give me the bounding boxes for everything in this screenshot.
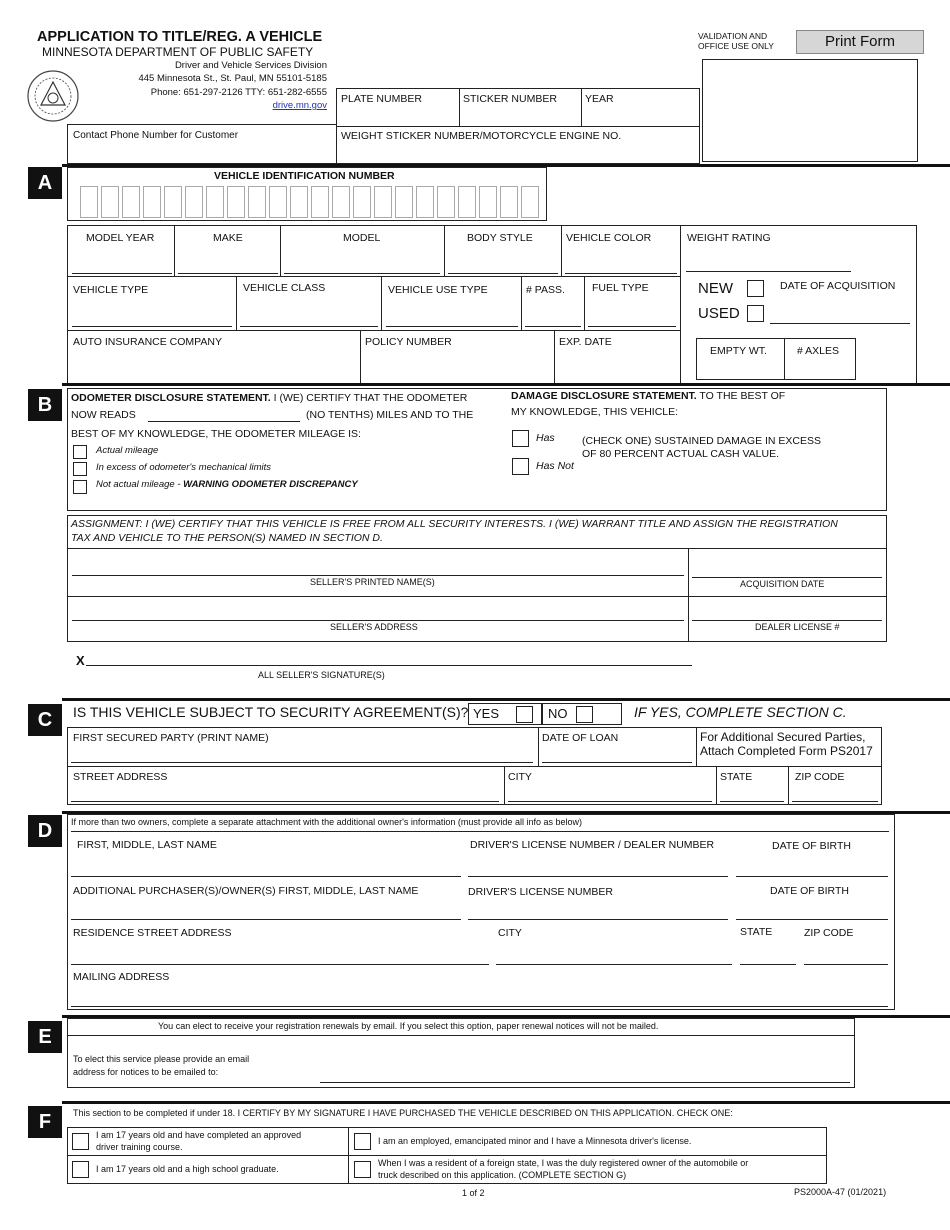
odometer-warning: WARNING ODOMETER DISCREPANCY [183,479,358,490]
vehicle-use-type-label: VEHICLE USE TYPE [388,284,488,296]
additional-owner-dl-field[interactable] [468,919,728,920]
vin-char-3[interactable] [122,186,140,218]
acquisition-date-label: ACQUISITION DATE [740,579,825,589]
plate-number-label: PLATE NUMBER [341,93,422,105]
not-actual-mileage-label: Not actual mileage - [96,479,184,490]
emancipated-minor-label: I am an employed, emancipated minor and I have a Minnesota driver's license. [378,1136,692,1146]
vin-char-1[interactable] [80,186,98,218]
agency-address: 445 Minnesota St., St. Paul, MN 55101-5185 [138,73,327,84]
section-c-badge: C [28,704,62,736]
c-state-field[interactable] [720,801,784,802]
vin-char-16[interactable] [395,186,413,218]
body-style-label: BODY STYLE [467,232,533,244]
office-use-box [702,59,918,162]
signature-x-mark: X [76,653,85,668]
residence-address-label: RESIDENCE STREET ADDRESS [73,927,232,939]
residence-street-field[interactable] [71,964,489,965]
additional-owner-dob-field[interactable] [736,919,888,920]
fuel-type-label: FUEL TYPE [592,282,649,294]
vehicle-type-label: VEHICLE TYPE [73,284,149,296]
owner-dob-field[interactable] [736,876,888,877]
email-elect-text: You can elect to receive your registration renewals by email. If you select this option, paper renewal notices will not be mailed. [158,1021,659,1031]
foreign-resident-line-1: When I was a resident of a foreign state, I was the duly registered owner of the automobile or [378,1158,749,1168]
used-checkbox[interactable] [747,305,764,322]
d-city-label: CITY [498,927,522,939]
d-zip-label: ZIP CODE [804,927,854,939]
c-street-field[interactable] [71,801,499,802]
date-of-loan-label: DATE OF LOAN [542,732,619,744]
seller-name-field[interactable] [72,575,684,576]
additional-dl-label: DRIVER'S LICENSE NUMBER [468,886,613,898]
new-checkbox[interactable] [747,280,764,297]
additional-secured-line-1: For Additional Secured Parties, [700,730,866,744]
has-label: Has [536,432,555,444]
actual-mileage-checkbox[interactable] [73,445,87,459]
dealer-license-field[interactable] [692,620,882,621]
mailing-address-field[interactable] [71,1006,888,1007]
print-form-button[interactable]: Print Form [796,30,924,54]
c-state-label: STATE [720,771,753,783]
state-seal-icon [20,68,86,124]
axles-label: # AXLES [797,345,840,357]
odometer-title: ODOMETER DISCLOSURE STATEMENT. [71,392,271,404]
vin-char-13[interactable] [332,186,350,218]
assignment-line-1: ASSIGNMENT: I (WE) CERTIFY THAT THIS VEHICLE IS FREE FROM ALL SECURITY INTERESTS. I (WE) WARRANT TITLE AND ASSIGN THE REGISTRATION [71,518,838,530]
website-link[interactable]: drive.mn.gov [272,100,327,111]
security-yes-checkbox[interactable] [516,706,533,723]
actual-mileage-label: Actual mileage [96,445,159,456]
section-b-badge: B [28,389,62,421]
email-provide-line-1: To elect this service please provide an email [73,1054,250,1064]
email-provide-line-2: address for notices to be emailed to: [73,1067,219,1077]
first-middle-last-label: FIRST, MIDDLE, LAST NAME [77,839,217,851]
division: Driver and Vehicle Services Division [174,60,327,71]
d-city-field[interactable] [496,964,732,965]
vin-char-18[interactable] [437,186,455,218]
new-label: NEW [698,280,733,297]
best-of-knowledge: BEST OF MY KNOWLEDGE, THE ODOMETER MILEAGE IS: [71,428,361,440]
seller-printed-name-label: SELLER'S PRINTED NAME(S) [310,577,435,587]
has-not-damage-checkbox[interactable] [512,458,529,475]
date-of-acquisition-label: DATE OF ACQUISITION [780,280,896,292]
additional-owner-label: ADDITIONAL PURCHASER(S)/OWNER(S) FIRST, MIDDLE, LAST NAME [73,885,419,897]
secured-party-name-field[interactable] [71,762,533,763]
all-sellers-signature-label: ALL SELLER'S SIGNATURE(S) [258,670,385,680]
d-state-label: STATE [740,926,773,938]
excess-mileage-checkbox[interactable] [73,462,87,476]
validation-label: VALIDATION AND OFFICE USE ONLY [698,31,774,52]
if-yes-complete: IF YES, COMPLETE SECTION C. [634,704,847,720]
damage-title: DAMAGE DISCLOSURE STATEMENT. [511,390,697,402]
vin-char-9[interactable] [248,186,266,218]
policy-number-label: POLICY NUMBER [365,336,452,348]
no-tenths-label: (NO TENTHS) MILES AND TO THE [306,409,474,421]
date-of-loan-field[interactable] [542,762,692,763]
vehicle-color-label: VEHICLE COLOR [566,232,652,244]
c-zip-field[interactable] [792,801,878,802]
check-one-line-2: OF 80 PERCENT ACTUAL CASH VALUE. [582,448,780,460]
vin-char-15[interactable] [374,186,392,218]
driver-training-line-2: driver training course. [96,1142,183,1152]
c-city-label: CITY [508,771,532,783]
hs-graduate-label: I am 17 years old and a high school graduate. [96,1164,279,1174]
hs-graduate-checkbox[interactable] [72,1161,89,1178]
has-not-label: Has Not [536,460,574,472]
vin-char-22[interactable] [521,186,539,218]
vin-char-20[interactable] [479,186,497,218]
empty-weight-label: EMPTY WT. [710,345,767,357]
model-label: MODEL [343,232,381,244]
agency-phone: Phone: 651-297-2126 TTY: 651-282-6555 [150,87,327,98]
seller-signature-field[interactable] [86,665,692,666]
auto-insurance-label: AUTO INSURANCE COMPANY [73,336,222,348]
damage-line-1: TO THE BEST OF [696,390,786,402]
foreign-resident-line-2: truck described on this application. (COMPLETE SECTION G) [378,1170,627,1180]
weight-sticker-label: WEIGHT STICKER NUMBER/MOTORCYCLE ENGINE NO. [341,130,622,142]
has-damage-checkbox[interactable] [512,430,529,447]
yes-label: YES [473,706,500,721]
driver-training-line-1: I am 17 years old and have completed an approved [96,1130,302,1140]
d-zip-field[interactable] [804,964,888,965]
driver-training-checkbox[interactable] [72,1133,89,1150]
vin-char-7[interactable] [206,186,224,218]
c-city-field[interactable] [508,801,712,802]
vin-char-19[interactable] [458,186,476,218]
additional-owner-name-field[interactable] [71,919,461,920]
vin-char-8[interactable] [227,186,245,218]
security-agreement-question: IS THIS VEHICLE SUBJECT TO SECURITY AGREEMENT(S)? [73,704,469,720]
c-zip-label: ZIP CODE [795,771,845,783]
additional-dob-label: DATE OF BIRTH [770,885,849,897]
dealer-license-label: DEALER LICENSE # [755,622,840,632]
seller-address-label: SELLER'S ADDRESS [330,622,418,632]
assignment-line-2: TAX AND VEHICLE TO THE PERSON(S) NAMED IN SECTION D. [71,532,383,544]
section-e-badge: E [28,1021,62,1053]
contact-phone-label: Contact Phone Number for Customer [73,130,239,141]
dl-dealer-number-label: DRIVER'S LICENSE NUMBER / DEALER NUMBER [470,839,715,851]
vin-char-5[interactable] [164,186,182,218]
exp-date-label: EXP. DATE [559,336,612,348]
owner-name-field[interactable] [71,876,461,877]
section-f-badge: F [28,1106,62,1138]
make-label: MAKE [213,232,243,244]
under-18-intro: This section to be completed if under 18. I CERTIFY BY MY SIGNATURE I HAVE PURCHASED THE VEHICLE DESCRIBED ON THIS APPLICATION. CHECK ONE: [73,1108,733,1118]
odometer-reading-field[interactable] [148,421,300,422]
c-street-address-label: STREET ADDRESS [73,771,168,783]
model-year-label: MODEL YEAR [86,232,155,244]
year-label: YEAR [585,93,614,105]
weight-rating-label: WEIGHT RATING [687,232,771,244]
owner-dl-field[interactable] [468,876,728,877]
vin-char-17[interactable] [416,186,434,218]
seller-address-field[interactable] [72,620,684,621]
vin-char-21[interactable] [500,186,518,218]
sticker-number-label: STICKER NUMBER [463,93,557,105]
vin-label: VEHICLE IDENTIFICATION NUMBER [214,170,395,182]
vin-char-4[interactable] [143,186,161,218]
now-reads-label: NOW READS [71,409,136,421]
vin-char-6[interactable] [185,186,203,218]
email-address-field[interactable] [320,1082,850,1083]
mailing-address-label: MAILING ADDRESS [73,971,170,983]
vin-char-11[interactable] [290,186,308,218]
security-no-checkbox[interactable] [576,706,593,723]
dob-label: DATE OF BIRTH [772,840,851,852]
vin-char-14[interactable] [353,186,371,218]
odometer-line-1: I (WE) CERTIFY THAT THE ODOMETER [270,392,468,404]
additional-secured-line-2: Attach Completed Form PS2017 [700,744,873,758]
d-state-field[interactable] [740,964,796,965]
damage-line-2: MY KNOWLEDGE, THIS VEHICLE: [511,406,679,418]
acquisition-date-field[interactable] [692,577,882,578]
used-label: USED [698,305,740,322]
section-d-badge: D [28,815,62,847]
form-number: PS2000A-47 (01/2021) [794,1187,887,1197]
foreign-resident-checkbox[interactable] [354,1161,371,1178]
vin-char-10[interactable] [269,186,287,218]
emancipated-minor-checkbox[interactable] [354,1133,371,1150]
vin-char-2[interactable] [101,186,119,218]
excess-mileage-label: In excess of odometer's mechanical limits [96,462,271,473]
page-number: 1 of 2 [462,1188,485,1198]
multiple-owners-note: If more than two owners, complete a separate attachment with the additional owner's information (must provide all info as below) [71,817,582,827]
form-title: APPLICATION TO TITLE/REG. A VEHICLE [37,29,323,45]
vehicle-class-label: VEHICLE CLASS [243,282,326,294]
check-one-line-1: (CHECK ONE) SUSTAINED DAMAGE IN EXCESS [582,435,822,447]
first-secured-party-label: FIRST SECURED PARTY (PRINT NAME) [73,732,269,744]
pass-label: # PASS. [526,284,565,296]
not-actual-mileage-checkbox[interactable] [73,480,87,494]
agency-name: MINNESOTA DEPARTMENT OF PUBLIC SAFETY [42,45,314,59]
section-a-badge: A [28,167,62,199]
vin-char-12[interactable] [311,186,329,218]
no-label: NO [548,706,568,721]
